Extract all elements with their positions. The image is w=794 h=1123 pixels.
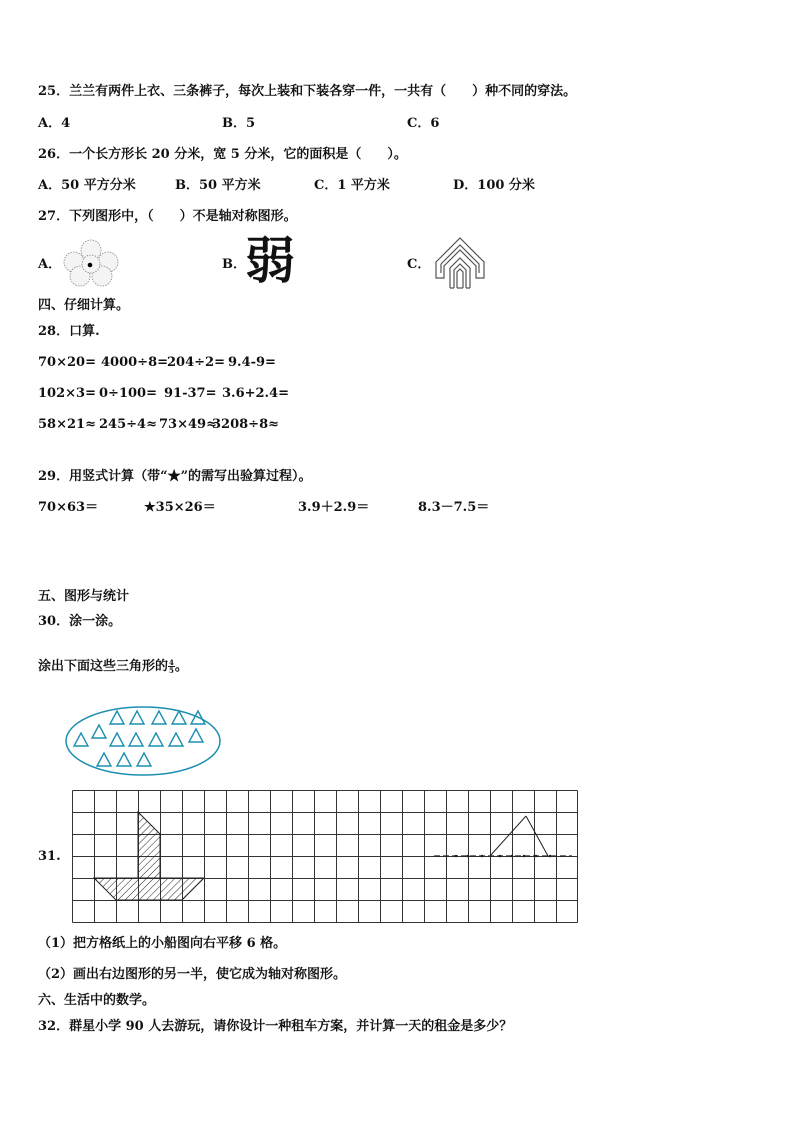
q29-item-1: 70×63＝	[38, 500, 99, 515]
q28-r1-c2: 4000÷8=	[101, 355, 169, 370]
q27-stem: 27．下列图形中，（ ）不是轴对称图形。	[38, 209, 297, 224]
q29-item-2: ★35×26＝	[144, 500, 216, 515]
logo-figure	[432, 234, 488, 292]
q28-r2-c2: 0÷100=	[99, 386, 157, 401]
q28-r2-c4: 3.6+2.4=	[222, 386, 290, 401]
q30-instruction-end: 。	[174, 659, 188, 674]
section4-title: 四、仔细计算。	[38, 298, 130, 313]
q29-item-3: 3.9＋2.9＝	[298, 500, 370, 515]
q28-r2-c1: 102×3=	[38, 386, 96, 401]
q30-stem: 30．涂一涂。	[38, 614, 122, 629]
q26-option-d[interactable]: D．100 分米	[453, 178, 535, 193]
q29-stem: 29．用竖式计算（带“★”的需写出验算过程）。	[38, 469, 312, 484]
q26-option-b[interactable]: B．50 平方米	[175, 178, 261, 193]
q28-r1-c3: 204÷2=	[167, 355, 225, 370]
q26-stem: 26．一个长方形长 20 分米，宽 5 分米，它的面积是（ ）。	[38, 147, 407, 162]
fraction-four-fifths	[168, 659, 175, 674]
q31-sub2: （2）画出右边图形的另一半，使它成为轴对称图形。	[38, 967, 347, 982]
section6-title: 六、生活中的数学。	[38, 993, 156, 1008]
section5-title: 五、图形与统计	[38, 589, 130, 604]
q26-option-a[interactable]: A．50 平方分米	[38, 178, 136, 193]
weak-character-figure: 弱	[245, 232, 295, 290]
flower-figure	[63, 240, 119, 286]
q28-r3-c2: 245÷4≈	[99, 417, 157, 432]
half-figure	[490, 816, 548, 856]
q30-instruction	[38, 659, 188, 675]
q25-option-c[interactable]: C．6	[407, 116, 440, 131]
q31-sub1: （1）把方格纸上的小船图向右平移 6 格。	[38, 936, 287, 951]
q28-r1-c4: 9.4-9=	[228, 355, 276, 370]
q31-label: 31.	[38, 849, 61, 864]
q29-item-4: 8.3－7.5＝	[418, 500, 490, 515]
oval-outline	[66, 707, 220, 775]
q28-r2-c3: 91-37=	[164, 386, 217, 401]
boat-sail	[138, 812, 160, 878]
q27-option-a[interactable]: A．	[38, 257, 62, 272]
q28-r1-c1: 70×20=	[38, 355, 96, 370]
fraction-denominator: 5	[169, 666, 174, 675]
q28-r3-c1: 58×21≈	[38, 417, 96, 432]
q32-stem: 32．群星小学 90 人去游玩，请你设计一种租车方案，并计算一天的租金是多少？	[38, 1019, 513, 1034]
q25-stem: 25．兰兰有两件上衣、三条裤子，每次上装和下装各穿一件，一共有（ ）种不同的穿法。	[38, 84, 577, 99]
q25-option-b[interactable]: B．5	[222, 116, 256, 131]
triangle-oval	[64, 704, 224, 778]
fraction-numerator: 4	[169, 658, 174, 667]
q25-option-a[interactable]: A．4	[38, 116, 71, 131]
q26-option-c[interactable]: C．1 平方米	[314, 178, 390, 193]
q30-instruction-text: 涂出下面这些三角形的	[38, 659, 169, 674]
q28-stem: 28．口算.	[38, 324, 100, 339]
q27-option-c[interactable]: C．	[407, 257, 431, 272]
q27-option-b[interactable]: B．	[222, 257, 246, 272]
q28-r3-c3: 73×49≈	[159, 417, 217, 432]
q28-r3-c4: 3208÷8≈	[212, 417, 280, 432]
boat-hull	[94, 878, 204, 900]
grid-paper	[72, 790, 594, 926]
